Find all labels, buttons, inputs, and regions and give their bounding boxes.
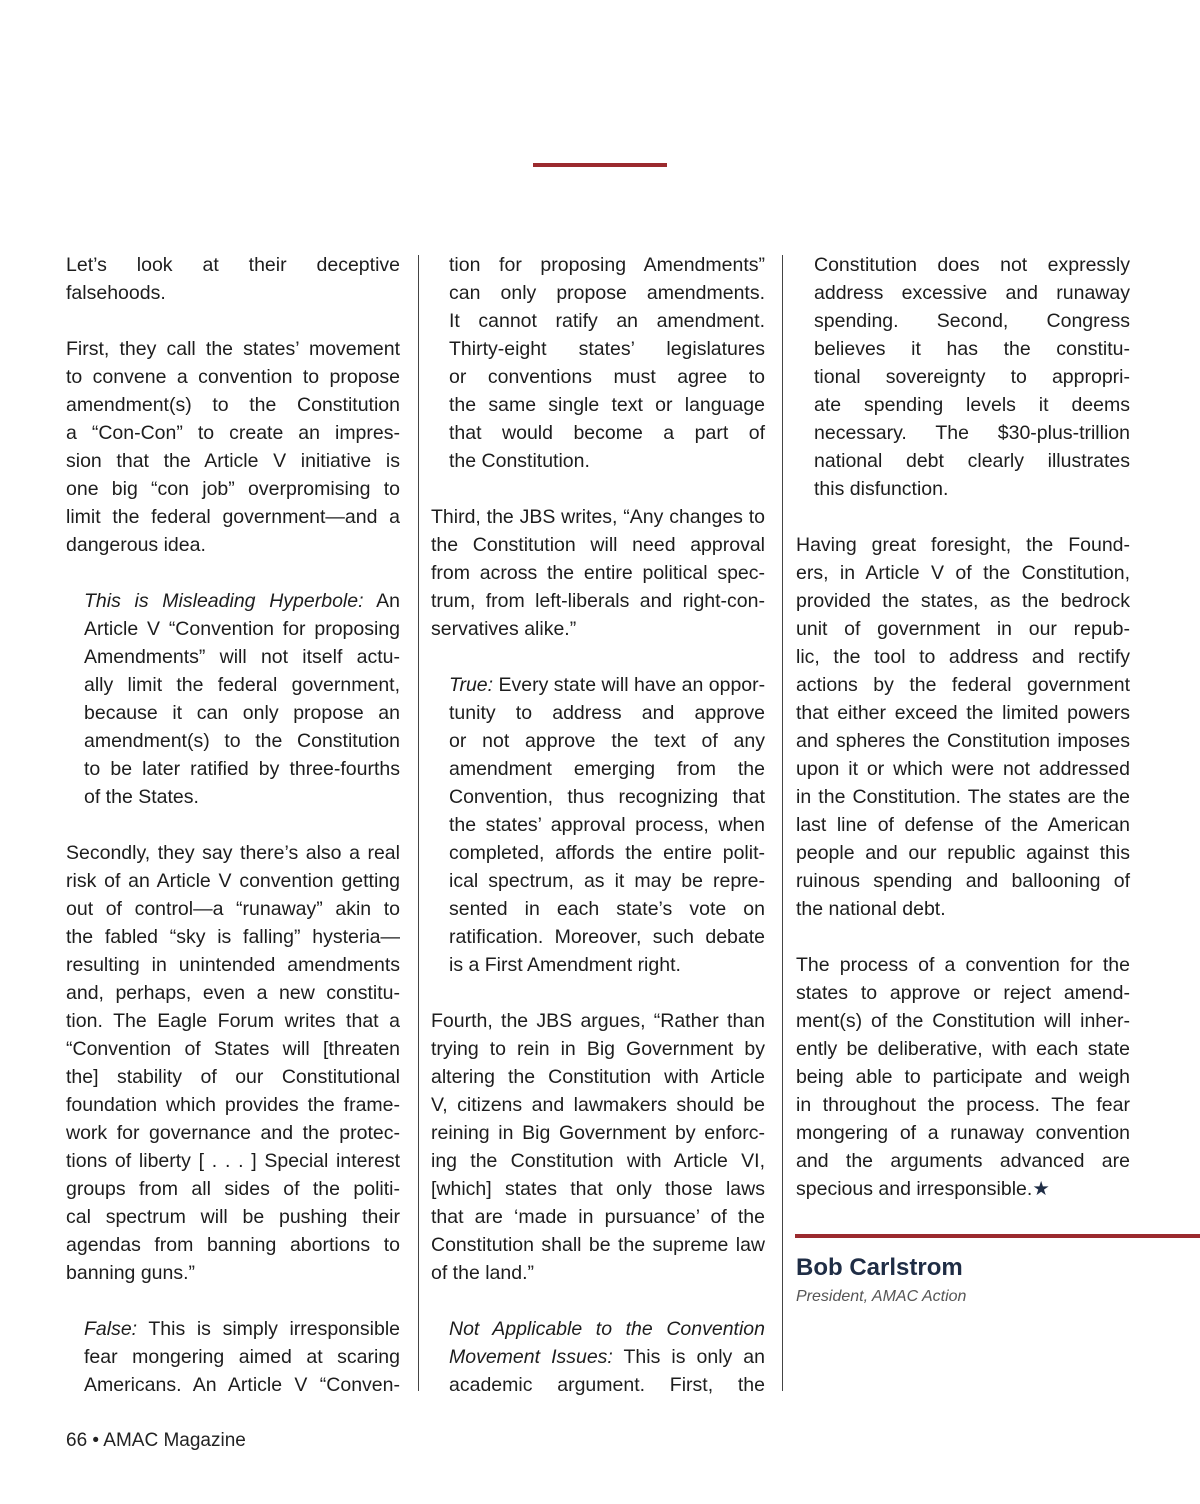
text-line: and spheres the Constitution imposes <box>796 730 1130 752</box>
text-line: unit of government in our repub- <box>796 618 1130 640</box>
text-line: Article V “Convention for proposing <box>84 618 400 640</box>
text-line: being able to participate and weigh <box>796 1066 1130 1088</box>
paragraph <box>431 1007 765 1287</box>
text-line: agendas from banning abortions to <box>66 1234 400 1256</box>
text-line: sented in each state’s vote on <box>449 898 765 920</box>
text-line: The process of a convention for the <box>796 954 1130 976</box>
text-line <box>796 1175 1130 1203</box>
paragraph <box>796 531 1130 923</box>
text-line <box>449 1343 765 1371</box>
article-column-1 <box>66 251 400 1427</box>
article-column-3 <box>796 251 1130 1231</box>
text-line: Constitution shall be the supreme law <box>431 1234 765 1256</box>
text-line: It cannot ratify an amendment. <box>449 310 765 332</box>
text-line: Having great foresight, the Found- <box>796 534 1130 556</box>
text-line: necessary. The $30-plus-trillion <box>814 422 1130 444</box>
text-line: fear mongering aimed at scaring <box>84 1346 400 1368</box>
text-line: believes it has the constitu- <box>814 338 1130 360</box>
text-line: ment(s) of the Constitution will inher- <box>796 1010 1130 1032</box>
paragraph <box>66 1315 400 1399</box>
text-line: from across the entire political spec- <box>431 562 765 584</box>
paragraph <box>796 251 1130 503</box>
text-line <box>84 1315 400 1343</box>
text-line: the same single text or language <box>449 394 765 416</box>
text-line: that are ‘made in pursuance’ of the <box>431 1206 765 1228</box>
text-line: altering the Constitution with Article <box>431 1066 765 1088</box>
text-line: tion. The Eagle Forum writes that a <box>66 1010 400 1032</box>
text-line: falsehoods. <box>66 282 166 304</box>
text-line: or not approve the text of any <box>449 730 765 752</box>
text-line: because it can only propose an <box>84 702 400 724</box>
line-text: This is only an <box>612 1346 765 1368</box>
text-line: the] stability of our Constitutional <box>66 1066 400 1088</box>
text-line: this disfunction. <box>814 478 949 500</box>
text-line: groups from all sides of the politi- <box>66 1178 400 1200</box>
text-line: Thirty-eight states’ legislatures <box>449 338 765 360</box>
text-line: in the Constitution. The states are the <box>796 786 1130 808</box>
text-line: ruinous spending and ballooning of <box>796 870 1130 892</box>
paragraph <box>431 503 765 643</box>
text-line: that either exceed the limited powers <box>796 702 1130 724</box>
paragraph <box>431 251 765 475</box>
text-line <box>449 671 765 699</box>
text-line: ers, in Article V of the Constitution, <box>796 562 1130 584</box>
text-line: risk of an Article V convention getting <box>66 870 400 892</box>
text-line: can only propose amendments. <box>449 282 765 304</box>
text-line: people and our republic against this <box>796 842 1130 864</box>
text-line: dangerous idea. <box>66 534 206 556</box>
column-divider <box>418 255 419 1391</box>
text-line: Secondly, they say there’s also a real <box>66 842 400 864</box>
text-line: Americans. An Article V “Conven- <box>84 1374 400 1396</box>
text-line: tunity to address and approve <box>449 702 765 724</box>
text-line: a “Con-Con” to create an impres- <box>66 422 400 444</box>
paragraph <box>66 839 400 1287</box>
text-line: and, perhaps, even a new constitu- <box>66 982 400 1004</box>
text-line <box>449 1315 765 1343</box>
text-line: trying to rein in Big Government by <box>431 1038 765 1060</box>
text-line: spending. Second, Congress <box>814 310 1130 332</box>
text-line: in throughout the process. The fear <box>796 1094 1130 1116</box>
italic-lead-in: This is Misleading Hyperbole: <box>84 590 364 612</box>
text-line: last line of defense of the American <box>796 814 1130 836</box>
text-line: Amendments” will not itself actu- <box>84 646 400 668</box>
text-line: foundation which provides the frame- <box>66 1094 400 1116</box>
italic-lead-in: Not Applicable to the Convention <box>449 1318 765 1340</box>
text-line: Constitution does not expressly <box>814 254 1130 276</box>
text-line: national debt clearly illustrates <box>814 450 1130 472</box>
text-line: provided the states, as the bedrock <box>796 590 1130 612</box>
text-line: out of control—a “runaway” akin to <box>66 898 400 920</box>
text-line: one big “con job” overpromising to <box>66 478 400 500</box>
text-line: amendment(s) to the Constitution <box>66 394 400 416</box>
text-line: to convene a convention to propose <box>66 366 400 388</box>
text-line: trum, from left-liberals and right-con- <box>431 590 765 612</box>
author-divider <box>795 1234 1200 1238</box>
text-line: Convention, thus recognizing that <box>449 786 765 808</box>
italic-lead-in: Movement Issues: <box>449 1346 613 1368</box>
italic-lead-in: True: <box>449 674 494 696</box>
text-line: to be later ratified by three-fourths <box>84 758 400 780</box>
text-line: Third, the JBS writes, “Any changes to <box>431 506 765 528</box>
text-line: reining in Big Government by enforc- <box>431 1122 765 1144</box>
line-text: specious and irresponsible. <box>796 1178 1033 1200</box>
text-line: amendment emerging from the <box>449 758 765 780</box>
paragraph <box>66 335 400 559</box>
header-accent-rule <box>533 163 667 167</box>
text-line: lic, the tool to address and rectify <box>796 646 1130 668</box>
author-title: President, AMAC Action <box>796 1288 967 1305</box>
text-line: the Constitution. <box>449 450 590 472</box>
text-line: actions by the federal government <box>796 674 1130 696</box>
page-footer: 66 • AMAC Magazine <box>66 1430 246 1451</box>
text-line: of the land.” <box>431 1262 534 1284</box>
text-line: limit the federal government—and a <box>66 506 400 528</box>
text-line: resulting in unintended amendments <box>66 954 400 976</box>
text-line: address excessive and runaway <box>814 282 1130 304</box>
article-column-2 <box>431 251 765 1427</box>
text-line: “Convention of States will [threaten <box>66 1038 400 1060</box>
text-line <box>84 587 400 615</box>
text-line: mongering of a runaway convention <box>796 1122 1130 1144</box>
text-line: ing the Constitution with Article VI, <box>431 1150 765 1172</box>
text-line: sion that the Article V initiative is <box>66 450 400 472</box>
text-line: the national debt. <box>796 898 946 920</box>
text-line: servatives alike.” <box>431 618 577 640</box>
paragraph <box>796 951 1130 1203</box>
end-star-icon: ★ <box>1032 1178 1050 1200</box>
text-line: ical spectrum, as it may be repre- <box>449 870 765 892</box>
text-line: and the arguments advanced are <box>796 1150 1130 1172</box>
text-line: the Constitution will need approval <box>431 534 765 556</box>
text-line: First, they call the states’ movement <box>66 338 400 360</box>
text-line: academic argument. First, the <box>449 1374 765 1396</box>
text-line: upon it or which were not addressed <box>796 758 1130 780</box>
text-line: Fourth, the JBS argues, “Rather than <box>431 1010 765 1032</box>
paragraph <box>66 587 400 811</box>
text-line: amendment(s) to the Constitution <box>84 730 400 752</box>
italic-lead-in: False: <box>84 1318 138 1340</box>
text-line: that would become a part of <box>449 422 765 444</box>
paragraph <box>66 251 400 307</box>
text-line: tions of liberty [ . . . ] Special interest <box>66 1150 400 1172</box>
text-line: tion for proposing Amendments” <box>449 254 765 276</box>
text-line: completed, affords the entire polit- <box>449 842 765 864</box>
text-line: states to approve or reject amend- <box>796 982 1130 1004</box>
text-line: of the States. <box>84 786 199 808</box>
text-line: cal spectrum will be pushing their <box>66 1206 400 1228</box>
text-line: is a First Amendment right. <box>449 954 681 976</box>
text-line: ently be deliberative, with each state <box>796 1038 1130 1060</box>
text-line: the states’ approval process, when <box>449 814 765 836</box>
text-line: tional sovereignty to appropri- <box>814 366 1130 388</box>
text-line: Let’s look at their deceptive <box>66 254 400 276</box>
text-line: banning guns.” <box>66 1262 196 1284</box>
text-line: ratification. Moreover, such debate <box>449 926 765 948</box>
text-line: ally limit the federal government, <box>84 674 400 696</box>
line-text: This is simply irresponsible <box>137 1318 400 1340</box>
text-line: work for governance and the protec- <box>66 1122 400 1144</box>
paragraph <box>431 1315 765 1399</box>
line-text: Every state will have an oppor- <box>493 674 766 696</box>
text-line: ate spending levels it deems <box>814 394 1130 416</box>
paragraph <box>431 671 765 979</box>
text-line: the fabled “sky is falling” hysteria— <box>66 926 400 948</box>
column-divider <box>782 255 783 1391</box>
text-line: V, citizens and lawmakers should be <box>431 1094 765 1116</box>
author-name: Bob Carlstrom <box>796 1254 963 1281</box>
text-line: [which] states that only those laws <box>431 1178 765 1200</box>
line-text: An <box>363 590 400 612</box>
text-line: or conventions must agree to <box>449 366 765 388</box>
